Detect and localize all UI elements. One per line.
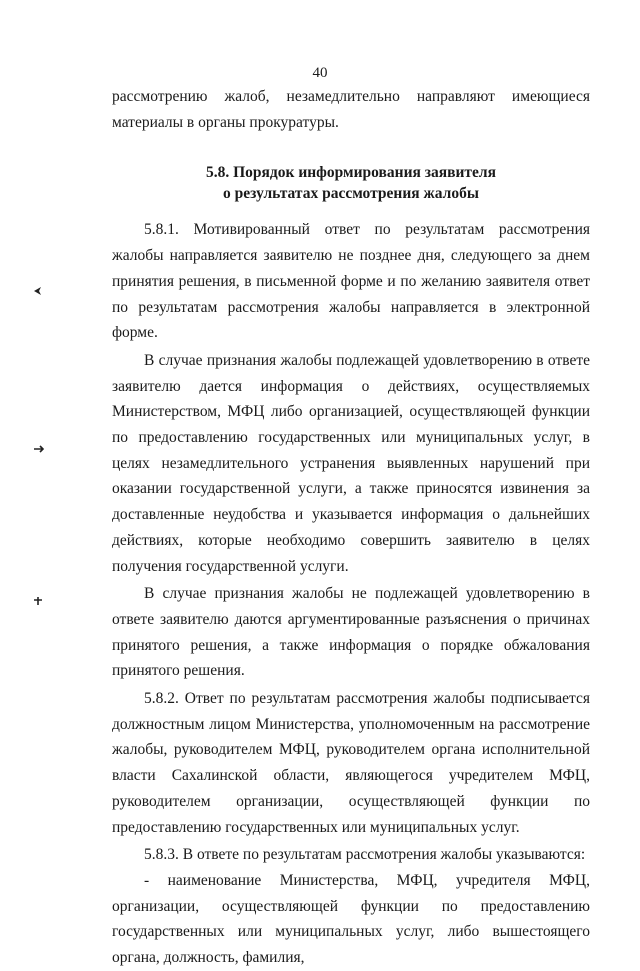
paragraph-satisfied-case: В случае признания жалобы подлежащей удовлетворению в ответе заявителю дается информация о действиях, осуществляемых Министерством, МФЦ либо организацией, осуществляющей функции по предоставлению государственных или муниципальных услуг, в целях незамедлительного устранения выявленных нарушений при оказании государственной услуги, а также приносятся извинения за доставленные неудобства и указывается информация о дальнейших действиях, которые необходимо совершить заявителю в целях получения государственной услуги. [112,351,590,575]
margin-mark-icon [33,286,43,296]
paragraph-5-8-2: 5.8.2. Ответ по результатам рассмотрения жалобы подписывается должностным лицом Министерства, уполномоченным на рассмотрение жалобы, руководителем МФЦ, руководителем органа исполнительной власти Сахалинской области, являющегося учредителем МФЦ, руководителем организации, осуществляющей функции по предоставлению государственных или муниципальных услуг. [112,690,590,836]
page-number: 40 [312,65,328,81]
section-heading [112,162,590,204]
paragraph-rejected-case: В случае признания жалобы не подлежащей удовлетворению в ответе заявителю даются аргументированные разъяснения о причинах принятого решения, а также информация о порядке обжалования принятого решения. [112,585,590,680]
list-item: - наименование Министерства, МФЦ, учредителя МФЦ, организации, осуществляющей функции по предоставлению государственных или муниципальных услуг, либо вышестоящего органа, должность, фамилия, [112,871,590,967]
paragraph-5-8-1: 5.8.1. Мотивированный ответ по результатам рассмотрения жалобы направляется заявителю не позднее дня, следующего за днем принятия решения, в письменной форме и по желанию заявителя ответ по результатам рассмотрения жалобы направляется в электронной форме. [112,221,590,342]
margin-mark-icon [33,596,43,606]
document-body [112,84,590,971]
section-heading-line-2: о результатах рассмотрения жалобы [223,185,479,203]
margin-mark-icon [34,444,44,454]
paragraph-5-8-3: 5.8.3. В ответе по результатам рассмотрения жалобы указываются: [144,846,586,864]
section-heading-line-1: 5.8. Порядок информирования заявителя [205,164,496,182]
continuation-paragraph: рассмотрению жалоб, незамедлительно направляют имеющиеся материалы в органы прокуратуры. [112,88,590,131]
